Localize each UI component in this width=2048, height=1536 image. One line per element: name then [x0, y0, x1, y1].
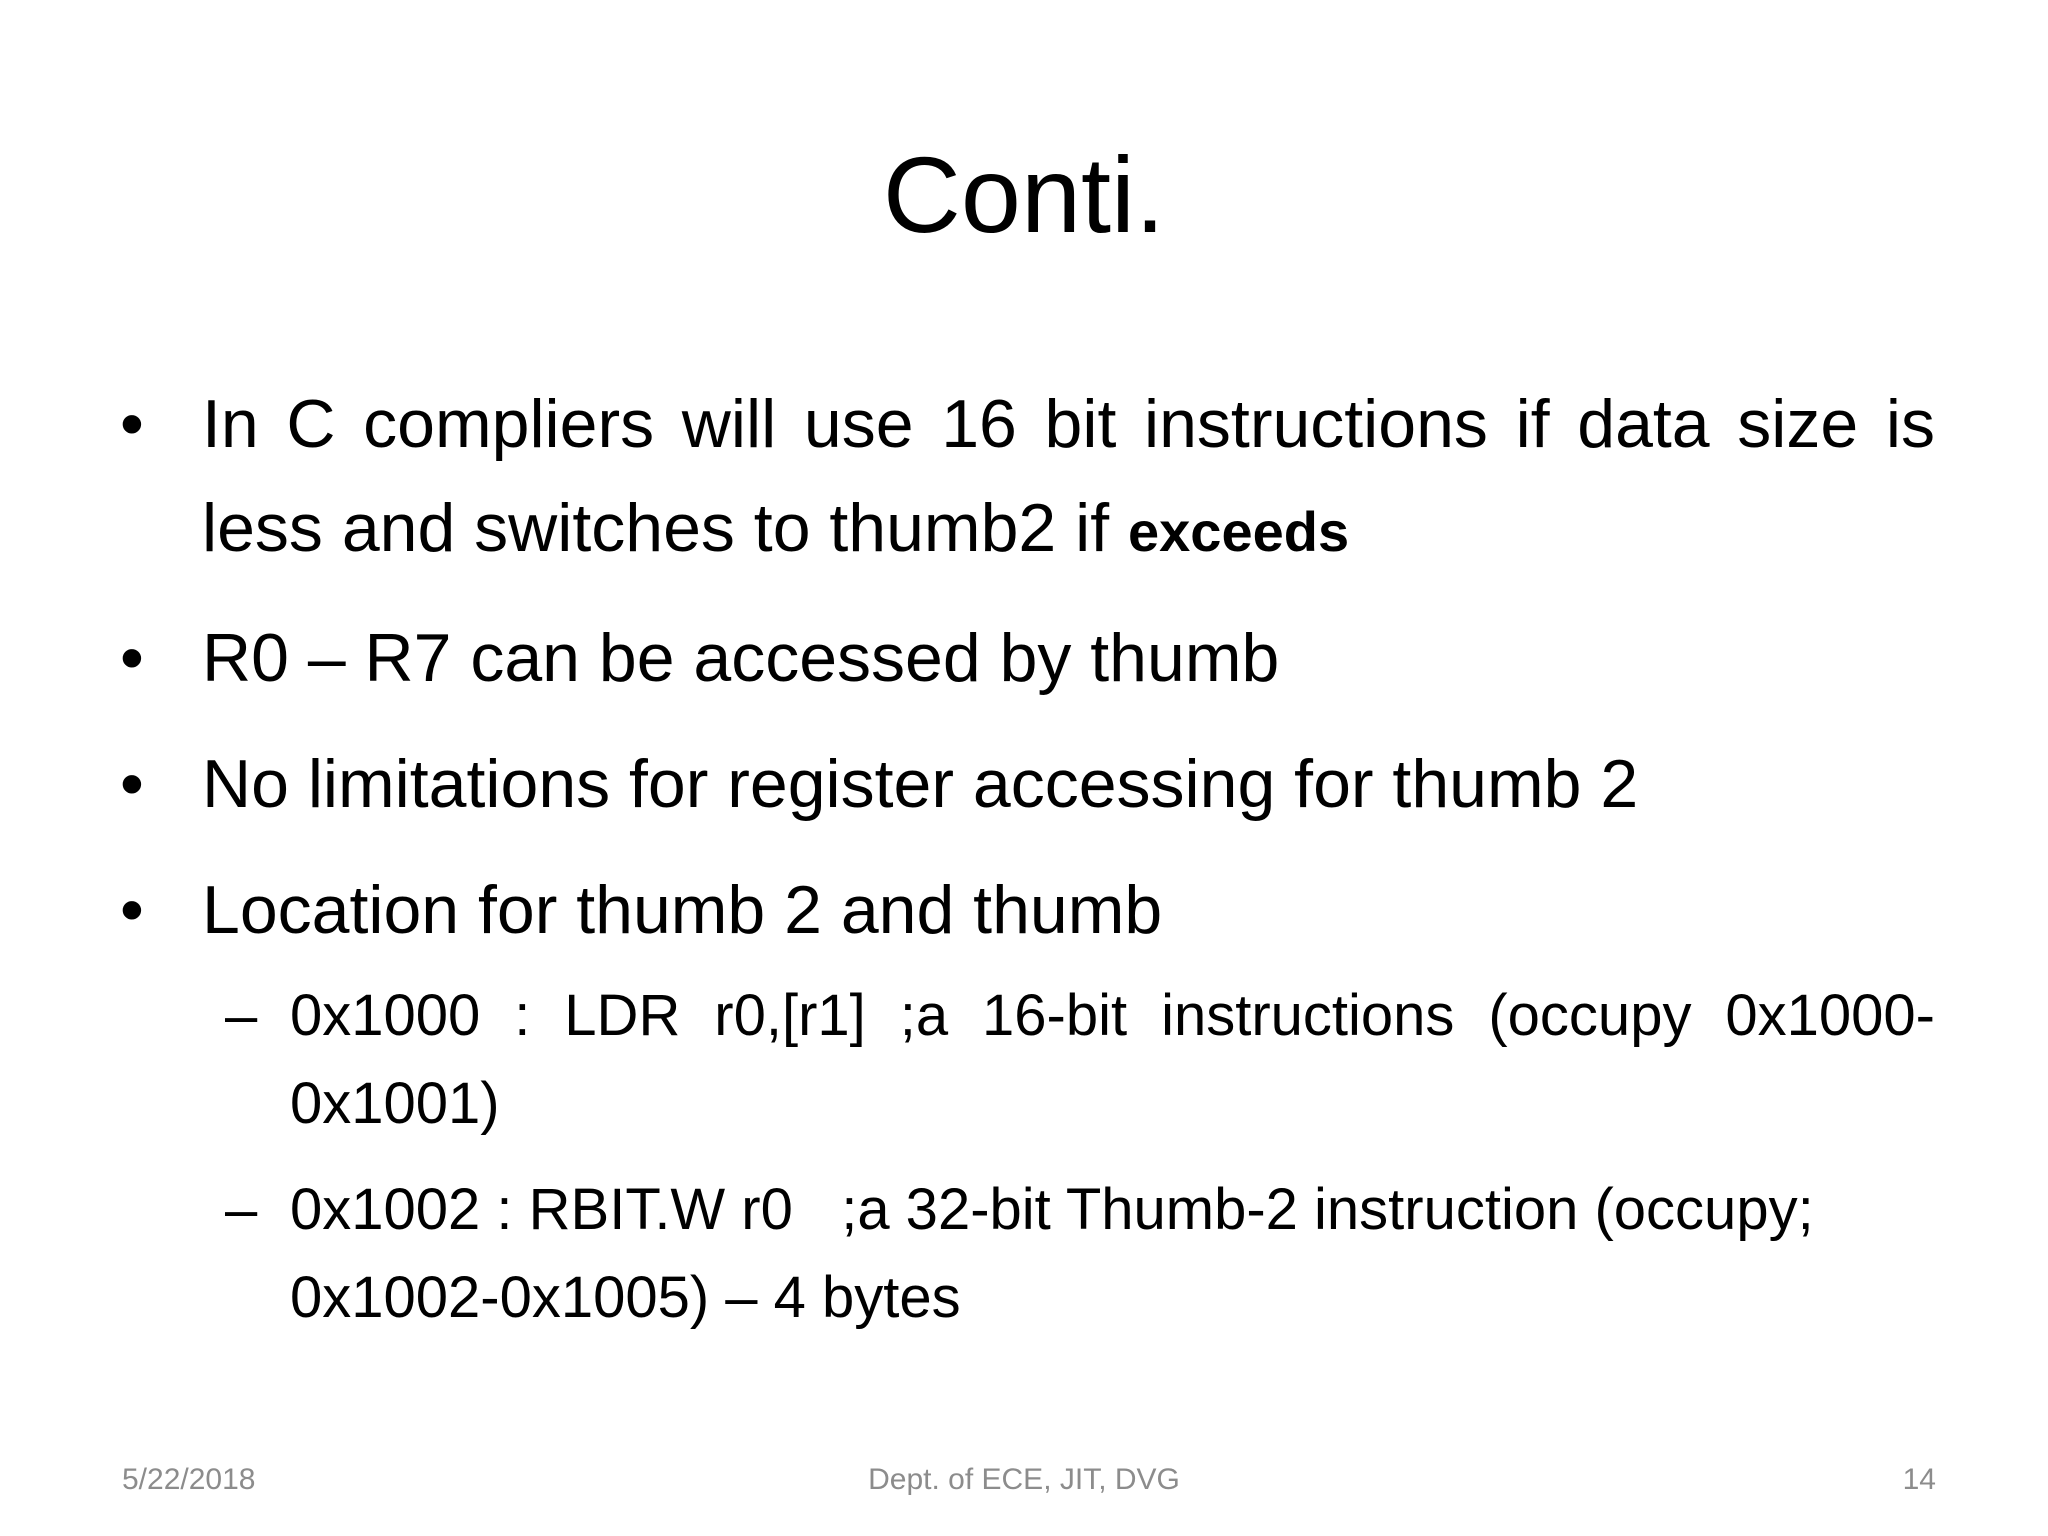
bullet-item	[120, 732, 1935, 836]
bullet-text: Location for thumb 2 and thumb	[202, 872, 1163, 948]
dash-icon: –	[225, 983, 258, 1048]
sub-bullet-text: 0x1002 : RBIT.W r0 ;a 32-bit Thumb-2 instruction (occupy; 0x1002-0x1005) – 4 bytes	[290, 1177, 1846, 1330]
bullet-dot-icon: •	[120, 872, 144, 948]
bullet-text: R0 – R7 can be accessed by thumb	[202, 620, 1280, 696]
bullet-item	[120, 858, 1935, 962]
footer-page-number: 14	[1902, 1463, 1936, 1496]
footer-date: 5/22/2018	[122, 1463, 256, 1496]
footer-department: Dept. of ECE, JIT, DVG	[868, 1463, 1180, 1496]
bullet-dot-icon: •	[120, 746, 144, 822]
slide-title: Conti.	[882, 134, 1166, 255]
sub-bullet-item	[225, 1166, 1935, 1342]
bullet-text: No limitations for register accessing for thumb 2	[202, 746, 1639, 822]
bullet-dot-icon: •	[120, 620, 144, 696]
bullet-text: In C compliers will use 16 bit instructions if data size is less and switches to thumb2 if	[202, 386, 1935, 566]
bullet-bold-text: exceeds	[1128, 500, 1350, 563]
dash-icon: –	[225, 1177, 258, 1242]
bullet-item	[120, 606, 1935, 710]
sub-bullet-item	[225, 972, 1935, 1148]
slide-body	[120, 372, 1935, 1360]
bullet-item	[120, 372, 1935, 584]
bullet-dot-icon: •	[120, 386, 144, 462]
sub-bullet-text: 0x1000 : LDR r0,[r1] ;a 16-bit instructions (occupy 0x1000-0x1001)	[290, 983, 1935, 1136]
